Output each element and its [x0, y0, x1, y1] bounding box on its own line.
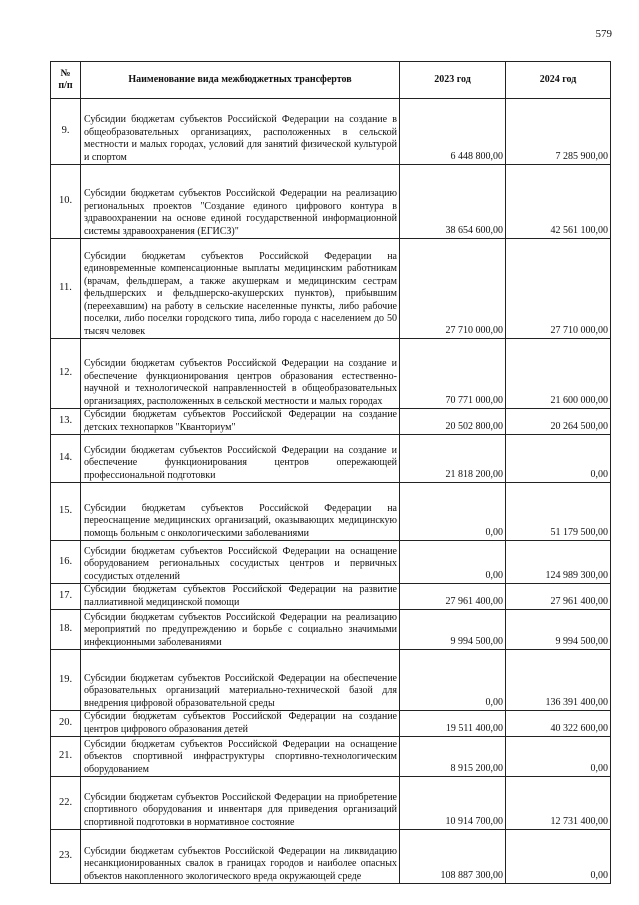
row-number: 22.: [51, 777, 81, 830]
row-number: 16.: [51, 541, 81, 584]
row-name: Субсидии бюджетам субъектов Российской Федерации на ликвидацию несанкционированных свалок в границах городов и наиболее опасных объектов накопленного экологического вреда окружающей среде: [81, 830, 400, 884]
row-number: 19.: [51, 650, 81, 711]
row-value-2023: 0,00: [400, 483, 506, 541]
table-row: [51, 409, 611, 435]
row-value-2024: 0,00: [506, 737, 611, 777]
row-value-2023: 108 887 300,00: [400, 830, 506, 884]
row-name: Субсидии бюджетам субъектов Российской Федерации на оснащение объектов спортивной инфраструктуры спортивно-технологическим оборудованием: [81, 737, 400, 777]
row-value-2024: 0,00: [506, 830, 611, 884]
row-name: Субсидии бюджетам субъектов Российской Федерации на создание детских технопарков "Кванториум": [81, 409, 400, 435]
row-name: Субсидии бюджетам субъектов Российской Федерации на оснащение оборудованием региональных сосудистых центров и первичных сосудистых отделений: [81, 541, 400, 584]
row-value-2024: 27 961 400,00: [506, 584, 611, 610]
header-num: № п/п: [51, 62, 81, 99]
row-name: Субсидии бюджетам субъектов Российской Федерации на создание и обеспечение функционирования центров опережающей профессиональной подготовки: [81, 435, 400, 483]
row-value-2024: 27 710 000,00: [506, 239, 611, 339]
row-number: 10.: [51, 165, 81, 239]
row-value-2023: 0,00: [400, 541, 506, 584]
row-value-2023: 20 502 800,00: [400, 409, 506, 435]
table-header-row: [51, 62, 611, 99]
row-number: 13.: [51, 409, 81, 435]
row-value-2024: 0,00: [506, 435, 611, 483]
row-value-2023: 70 771 000,00: [400, 339, 506, 409]
table-row: [51, 483, 611, 541]
header-2023: 2023 год: [400, 62, 506, 99]
row-number: 12.: [51, 339, 81, 409]
row-number: 17.: [51, 584, 81, 610]
row-number: 15.: [51, 483, 81, 541]
row-value-2024: 42 561 100,00: [506, 165, 611, 239]
row-number: 11.: [51, 239, 81, 339]
row-value-2024: 21 600 000,00: [506, 339, 611, 409]
table-row: [51, 541, 611, 584]
row-number: 18.: [51, 610, 81, 650]
row-value-2023: 6 448 800,00: [400, 99, 506, 165]
row-name: Субсидии бюджетам субъектов Российской Федерации на развитие паллиативной медицинской помощи: [81, 584, 400, 610]
header-2024: 2024 год: [506, 62, 611, 99]
row-name: Субсидии бюджетам субъектов Российской Федерации на реализацию региональных проектов "Создание единого цифрового контура в здравоохранении на основе единой государственной информационной системы здравоохранения (ЕГИСЗ)": [81, 165, 400, 239]
table-row: [51, 99, 611, 165]
row-value-2024: 40 322 600,00: [506, 711, 611, 737]
row-number: 20.: [51, 711, 81, 737]
row-name: Субсидии бюджетам субъектов Российской Федерации на реализацию мероприятий по предупреждению и борьбе с социально значимыми инфекционными заболеваниями: [81, 610, 400, 650]
table-row: [51, 239, 611, 339]
header-name: Наименование вида межбюджетных трансфертов: [81, 62, 400, 99]
row-value-2024: 12 731 400,00: [506, 777, 611, 830]
row-value-2023: 8 915 200,00: [400, 737, 506, 777]
row-value-2023: 0,00: [400, 650, 506, 711]
row-value-2023: 21 818 200,00: [400, 435, 506, 483]
row-value-2024: 20 264 500,00: [506, 409, 611, 435]
row-number: 14.: [51, 435, 81, 483]
row-value-2024: 7 285 900,00: [506, 99, 611, 165]
row-value-2023: 19 511 400,00: [400, 711, 506, 737]
table-row: [51, 777, 611, 830]
row-name: Субсидии бюджетам субъектов Российской Федерации на создание в общеобразовательных организациях, расположенных в сельской местности и малых городах, условий для занятий физической культурой и спортом: [81, 99, 400, 165]
row-name: Субсидии бюджетам субъектов Российской Федерации на создание и обеспечение функционирования центров образования естественно-научной и технологической направленностей в общеобразовательных организациях, расположенных в сельской местности и малых городах: [81, 339, 400, 409]
row-number: 21.: [51, 737, 81, 777]
table-row: [51, 435, 611, 483]
page-number: 579: [595, 28, 612, 40]
row-value-2023: 27 961 400,00: [400, 584, 506, 610]
row-number: 23.: [51, 830, 81, 884]
table-row: [51, 584, 611, 610]
row-name: Субсидии бюджетам субъектов Российской Федерации на единовременные компенсационные выплаты медицинским работникам (врачам, фельдшерам, а также акушеркам и медицинским сестрам фельдшерских и фельдшерско-акушерских пунктов), прибывшим (переехавшим) на работу в сельские населенные пункты, либо рабочие поселки, либо поселки городского типа, либо города с населением до 50 тысяч человек: [81, 239, 400, 339]
table-row: [51, 650, 611, 711]
row-value-2024: 124 989 300,00: [506, 541, 611, 584]
row-name: Субсидии бюджетам субъектов Российской Федерации на приобретение спортивного оборудования и инвентаря для приведения организаций спортивной подготовки в нормативное состояние: [81, 777, 400, 830]
row-value-2023: 10 914 700,00: [400, 777, 506, 830]
row-name: Субсидии бюджетам субъектов Российской Федерации на обеспечение образовательных организаций материально-технической базой для внедрения цифровой образовательной среды: [81, 650, 400, 711]
table-row: [51, 830, 611, 884]
row-value-2023: 27 710 000,00: [400, 239, 506, 339]
row-value-2023: 38 654 600,00: [400, 165, 506, 239]
table-row: [51, 737, 611, 777]
row-value-2024: 136 391 400,00: [506, 650, 611, 711]
row-number: 9.: [51, 99, 81, 165]
row-value-2023: 9 994 500,00: [400, 610, 506, 650]
table-row: [51, 711, 611, 737]
table-row: [51, 610, 611, 650]
row-value-2024: 51 179 500,00: [506, 483, 611, 541]
row-name: Субсидии бюджетам субъектов Российской Федерации на создание центров цифрового образования детей: [81, 711, 400, 737]
table-row: [51, 165, 611, 239]
row-value-2024: 9 994 500,00: [506, 610, 611, 650]
table-row: [51, 339, 611, 409]
row-name: Субсидии бюджетам субъектов Российской Федерации на переоснащение медицинских организаций, оказывающих медицинскую помощь больным с онкологическими заболеваниями: [81, 483, 400, 541]
transfers-table: [50, 61, 611, 884]
